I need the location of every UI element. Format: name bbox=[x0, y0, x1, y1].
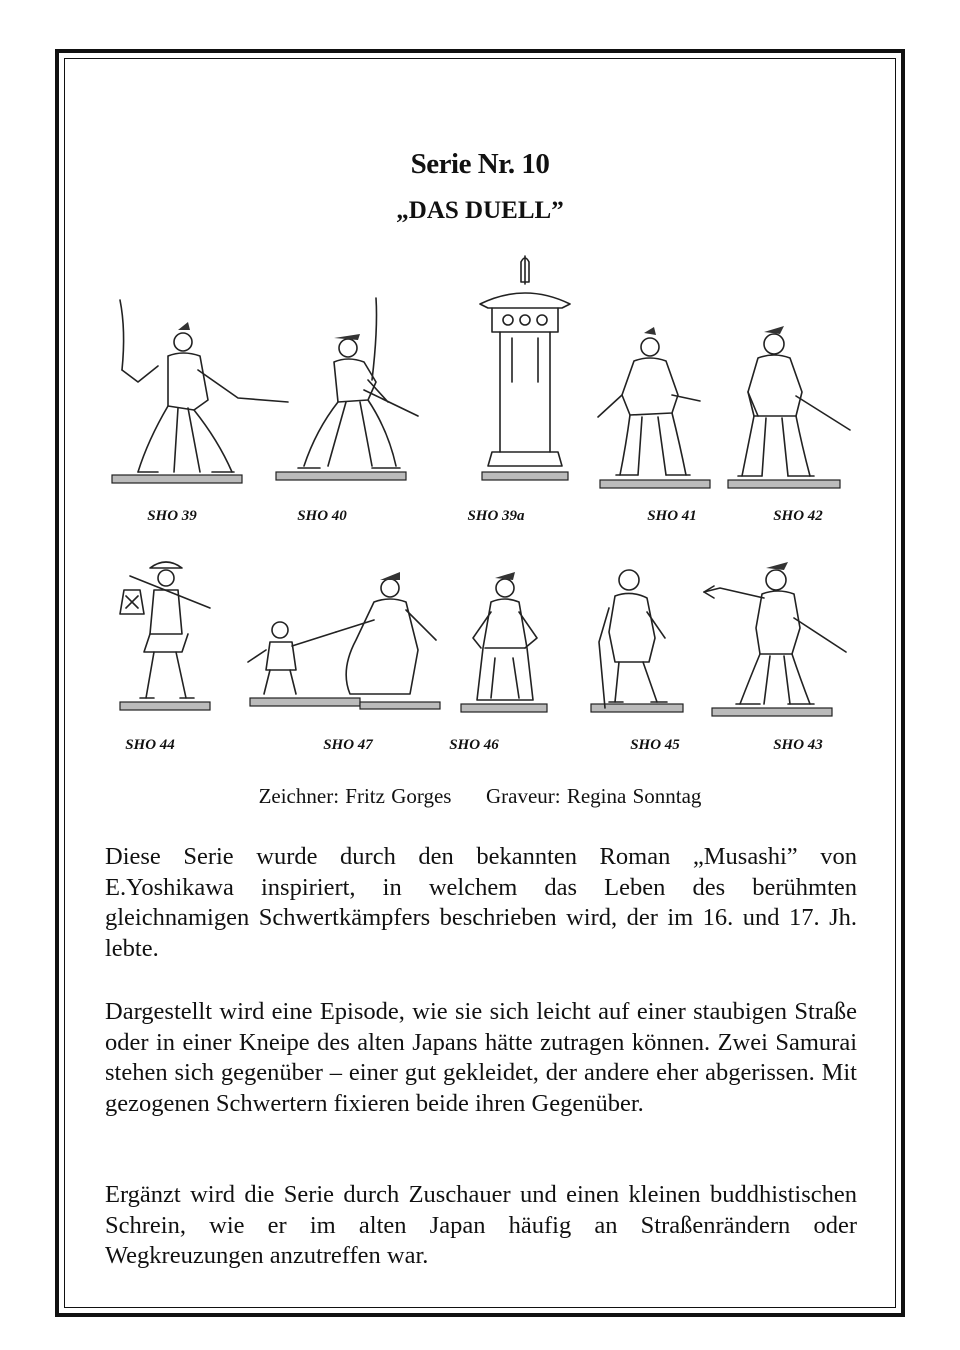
figure-label: SHO 39 bbox=[147, 508, 197, 524]
figure-label: SHO 42 bbox=[773, 508, 823, 524]
figure-sho-40-samurai-ready bbox=[268, 290, 428, 490]
figure-sho-41-samurai-standing bbox=[592, 325, 717, 495]
figure-label: SHO 46 bbox=[449, 737, 499, 753]
figure-label: SHO 43 bbox=[773, 737, 823, 753]
paragraph-supplement: Ergänzt wird die Serie durch Zuschauer und einen kleinen buddhistischen Schrein, wie er im alten Japan häufig an Straßenrändern oder Wegkreuzungen anzutreffen war. bbox=[105, 1181, 857, 1269]
series-subtitle: „DAS DUELL” bbox=[396, 197, 564, 224]
figure-sho-39-samurai-sword-raised bbox=[108, 290, 293, 490]
figure-label: SHO 45 bbox=[630, 737, 680, 753]
figure-label: SHO 44 bbox=[125, 737, 175, 753]
figure-label: SHO 47 bbox=[323, 737, 373, 753]
engraver-credit: Graveur: Regina Sonntag bbox=[485, 784, 702, 808]
figure-sho-46-woman-kimono bbox=[455, 568, 555, 720]
designer-credit: Zeichner: Fritz Gorges bbox=[258, 784, 452, 808]
figure-label: SHO 41 bbox=[647, 508, 697, 524]
series-title: Serie Nr. 10 bbox=[410, 148, 550, 180]
figure-sho-43-samurai-pointing bbox=[700, 558, 850, 723]
figure-sho-42-samurai-ragged bbox=[718, 320, 858, 495]
figure-label: SHO 40 bbox=[297, 508, 347, 524]
paragraph-intro: Diese Serie wurde durch den bekannten Roman „Musashi” von E.Yoshikawa inspiriert, in welchem das Leben des berühmten gleichnamigen Schwertkämpfers beschrieben wird, der im 16. und 17. Jh. lebte. bbox=[105, 843, 857, 962]
figure-label: SHO 39a bbox=[467, 508, 525, 524]
paragraph-episode: Dargestellt wird eine Episode, wie sie sich leicht auf einer staubigen Straße oder in einer Kneipe des alten Japans hätte zutragen können. Zwei Samurai stehen sich gegenüber – einer gut gekleidet, der andere eher abgerissen. Mit gezogenen Schwertern fixieren beide ihren Gegenüber. bbox=[105, 998, 857, 1117]
figure-sho-45-old-man-with-staff bbox=[585, 562, 690, 720]
credits-line bbox=[0, 784, 960, 809]
figure-sho-47-woman-with-child bbox=[240, 570, 450, 715]
figure-sho-44-traveller-with-bundle bbox=[110, 550, 235, 720]
figure-sho-39a-shrine-lantern bbox=[470, 252, 580, 492]
